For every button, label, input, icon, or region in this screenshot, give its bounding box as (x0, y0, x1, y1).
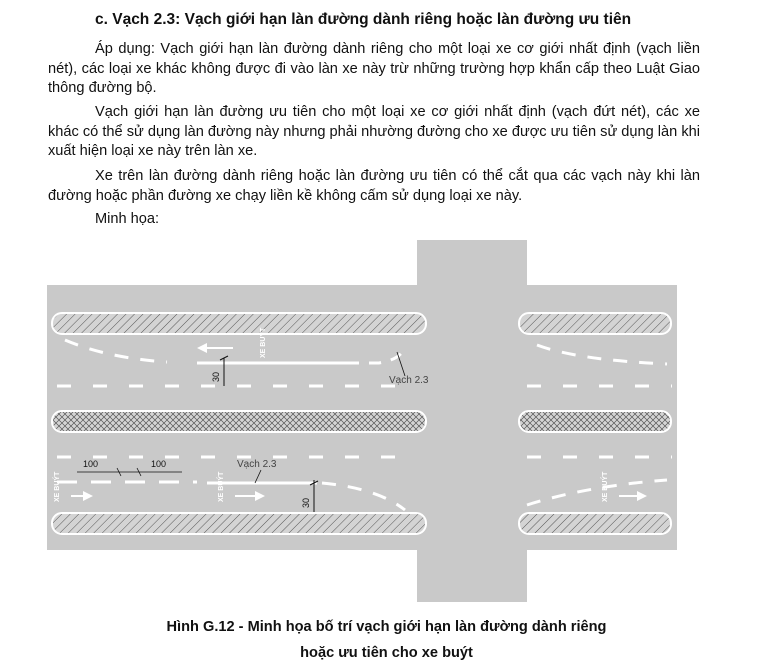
bottom-bus-lane-text-1: XE BUÝT (54, 471, 61, 502)
figure-caption-line-2: hoặc ưu tiên cho xe buýt (300, 645, 473, 661)
paragraph-application: Áp dụng: Vạch giới hạn làn đường dành riêng cho một loại xe cơ giới nhất định (vạch liền nét), các loại xe khác không được đi vào làn xe này trừ những trường hợp khẩn cấp theo Luật Giao thông đường bộ. (48, 41, 700, 96)
bottom-bus-lane-text-3: XE BUÝT (602, 471, 609, 502)
bottom-edge-island-right (519, 513, 671, 534)
paragraph-priority-lane: Vạch giới hạn làn đường ưu tiên cho một loại xe cơ giới nhất định (vạch đứt nét), các xe khác có thể sử dụng làn đường này nhưng phải nhường đường cho xe được ưu tiên sử dụng làn khi xuất hiện loại xe này trên làn xe. (48, 104, 700, 159)
dim-30-top-label: 30 (211, 371, 221, 382)
cross-road (417, 240, 527, 602)
central-median-right (519, 411, 671, 432)
vach-bottom-label: Vạch 2.3 (237, 459, 277, 470)
bottom-bus-lane-text-2: XE BUÝT (218, 471, 225, 502)
figure-caption-line-1: Hình G.12 - Minh họa bố trí vạch giới hạn làn đường dành riêng (166, 619, 607, 635)
section-heading: c. Vạch 2.3: Vạch giới hạn làn đường dành riêng hoặc làn đường ưu tiên (95, 11, 632, 28)
top-bus-lane-text: XE BUÝT (260, 327, 267, 358)
paragraph-illustration-label: Minh họa: (95, 211, 160, 227)
road-marking-illustration (47, 240, 677, 602)
central-median-left (52, 411, 426, 432)
dim-100-left-label: 100 (83, 459, 99, 469)
dim-100-right-label: 100 (151, 459, 167, 469)
top-edge-island-right (519, 313, 671, 334)
top-edge-island-left (52, 313, 426, 334)
dim-30-bottom-label: 30 (301, 497, 311, 508)
bottom-edge-island-left (52, 513, 426, 534)
vach-top-label: Vạch 2.3 (389, 375, 429, 386)
paragraph-crossing: Xe trên làn đường dành riêng hoặc làn đường ưu tiên có thể cắt qua các vạch này khi làn đường hoặc phần đường xe chạy liền kề không cấm sử dụng loại xe này. (48, 168, 700, 204)
